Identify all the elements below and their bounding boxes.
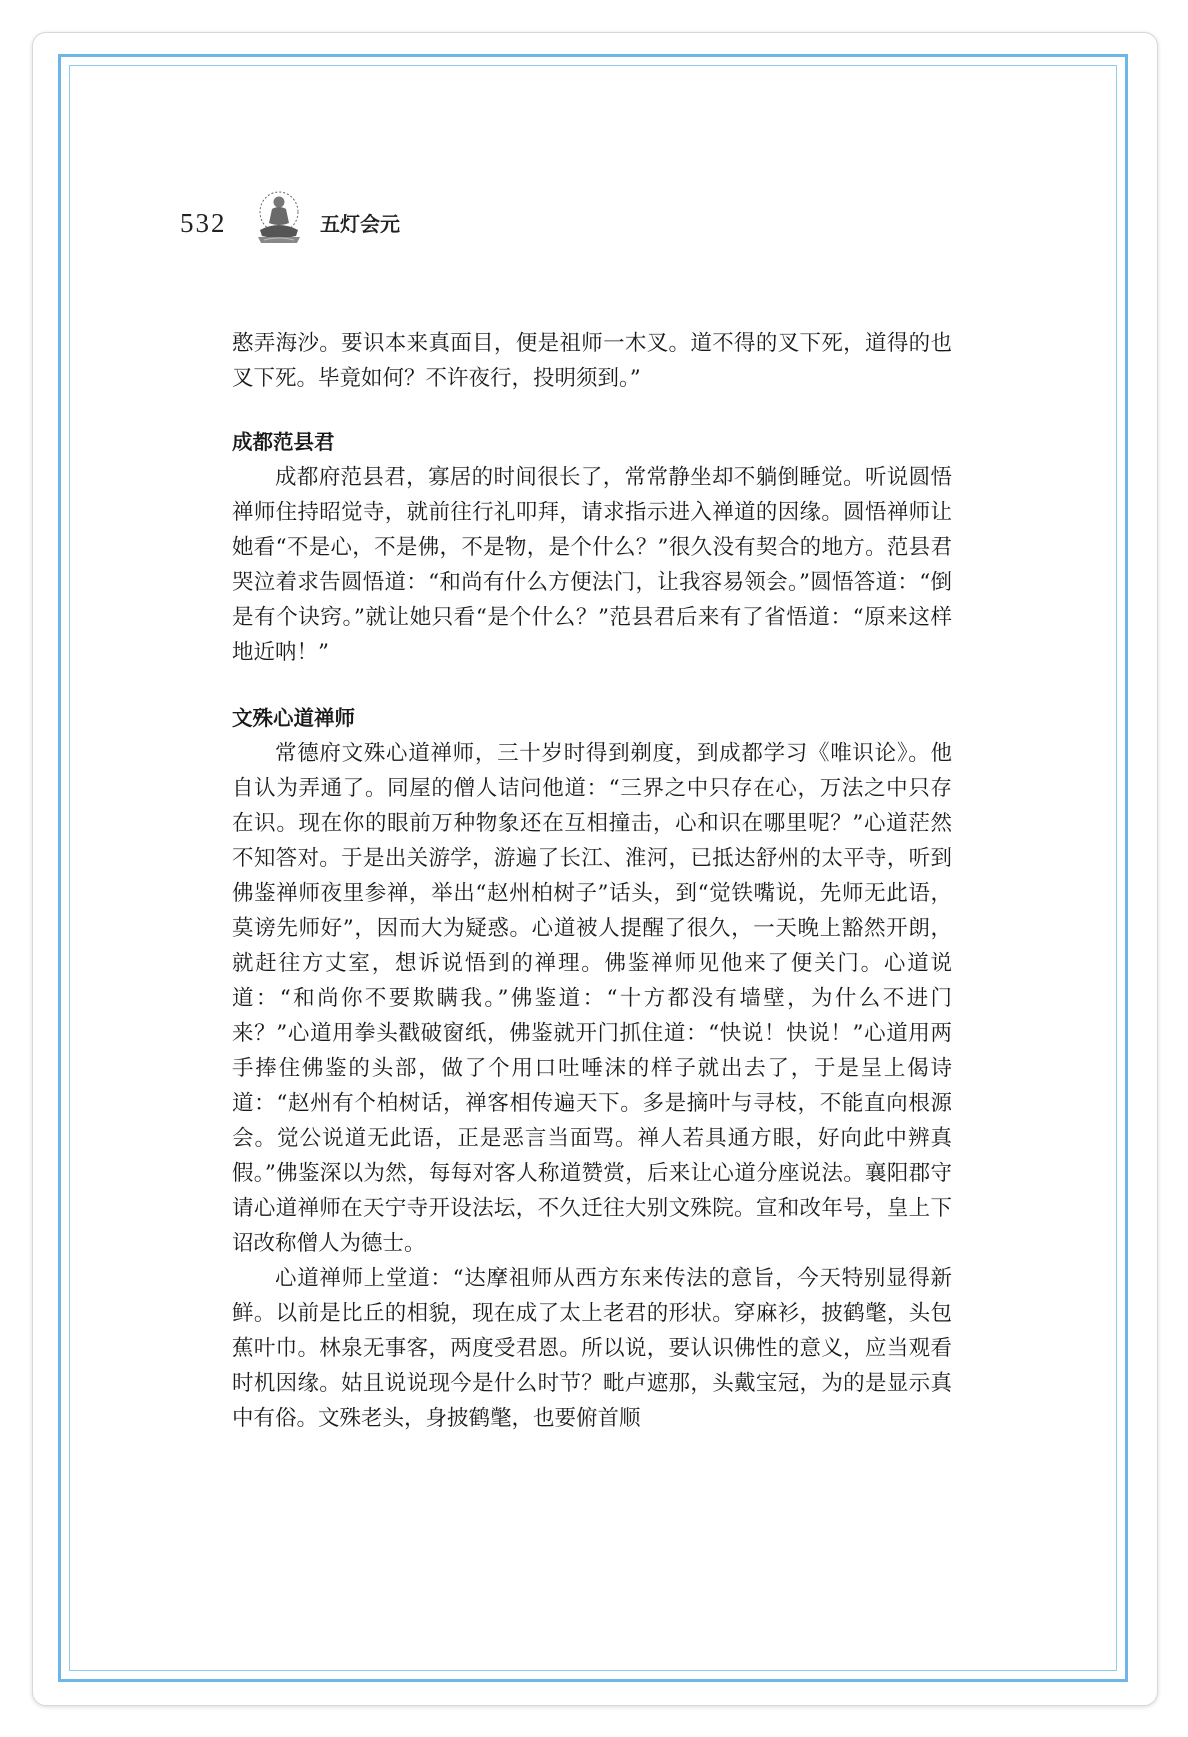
body-paragraph: 心道禅师上堂道：“达摩祖师从西方东来传法的意旨，今天特别显得新鲜。以前是比丘的相貌，现在成了太上老君的形状。穿麻衫，披鹤氅，头包蕉叶巾。林泉无事客，两度受君恩。所以说，要认识佛性的意义，应当观看时机因缘。姑且说说现今是什么时节？毗卢遮那，头戴宝冠，为的是显示真中有俗。文殊老头，身披鹤氅，也要俯首顺	[232, 1266, 952, 1431]
seated-buddha-icon	[252, 190, 306, 246]
section-title: 成都范县君	[232, 430, 335, 454]
body-paragraph: 常德府文殊心道禅师，三十岁时得到剃度，到成都学习《唯识论》。他自认为弄通了。同屋的僧人诘问他道：“三界之中只存在心，万法之中只存在识。现在你的眼前万种物象还在互相撞击，心和识在哪里呢？”心道茫然不知答对。于是出关游学，游遍了长江、淮河，已抵达舒州的太平寺，听到佛鉴禅师夜里参禅，举出“赵州柏树子”话头，到“觉铁嘴说，先师无此语，莫谤先师好”，因而大为疑惑。心道被人提醒了很久，一天晚上豁然开朗，就赶往方丈室，想诉说悟到的禅理。佛鉴禅师见他来了便关门。心道说道：“和尚你不要欺瞒我。”佛鉴道：“十方都没有墙壁，为什么不进门来？”心道用拳头戳破窗纸，佛鉴就开门抓住道：“快说！快说！”心道用两手捧住佛鉴的头部，做了个用口吐唾沫的样子就出去了，于是呈上偈诗道：“赵州有个柏树话，禅客相传遍天下。多是摘叶与寻枝，不能直向根源会。觉公说道无此语，正是恶言当面骂。禅人若具通方眼，好向此中辨真假。”佛鉴深以为然，每每对客人称道赞赏，后来让心道分座说法。襄阳郡守请心道禅师在天宁寺开设法坛，不久迁往大别文殊院。宣和改年号，皇上下诏改称僧人为德士。	[232, 741, 952, 1256]
page-number: 532	[180, 208, 227, 238]
book-title: 五灯会元	[320, 212, 400, 236]
page-content	[232, 326, 952, 1436]
continuation-paragraph: 憨弄海沙。要识本来真面目，便是祖师一木叉。道不得的叉下死，道得的也叉下死。毕竟如何？不许夜行，投明须到。”	[232, 331, 952, 391]
body-paragraph: 成都府范县君，寡居的时间很长了，常常静坐却不躺倒睡觉。听说圆悟禅师住持昭觉寺，就前往行礼叩拜，请求指示进入禅道的因缘。圆悟禅师让她看“不是心，不是佛，不是物，是个什么？”很久没有契合的地方。范县君哭泣着求告圆悟道：“和尚有什么方便法门，让我容易领会。”圆悟答道：“倒是有个诀窍。”就让她只看“是个什么？”范县君后来有了省悟道：“原来这样地近呐！”	[232, 465, 952, 665]
section-title: 文殊心道禅师	[232, 706, 355, 730]
